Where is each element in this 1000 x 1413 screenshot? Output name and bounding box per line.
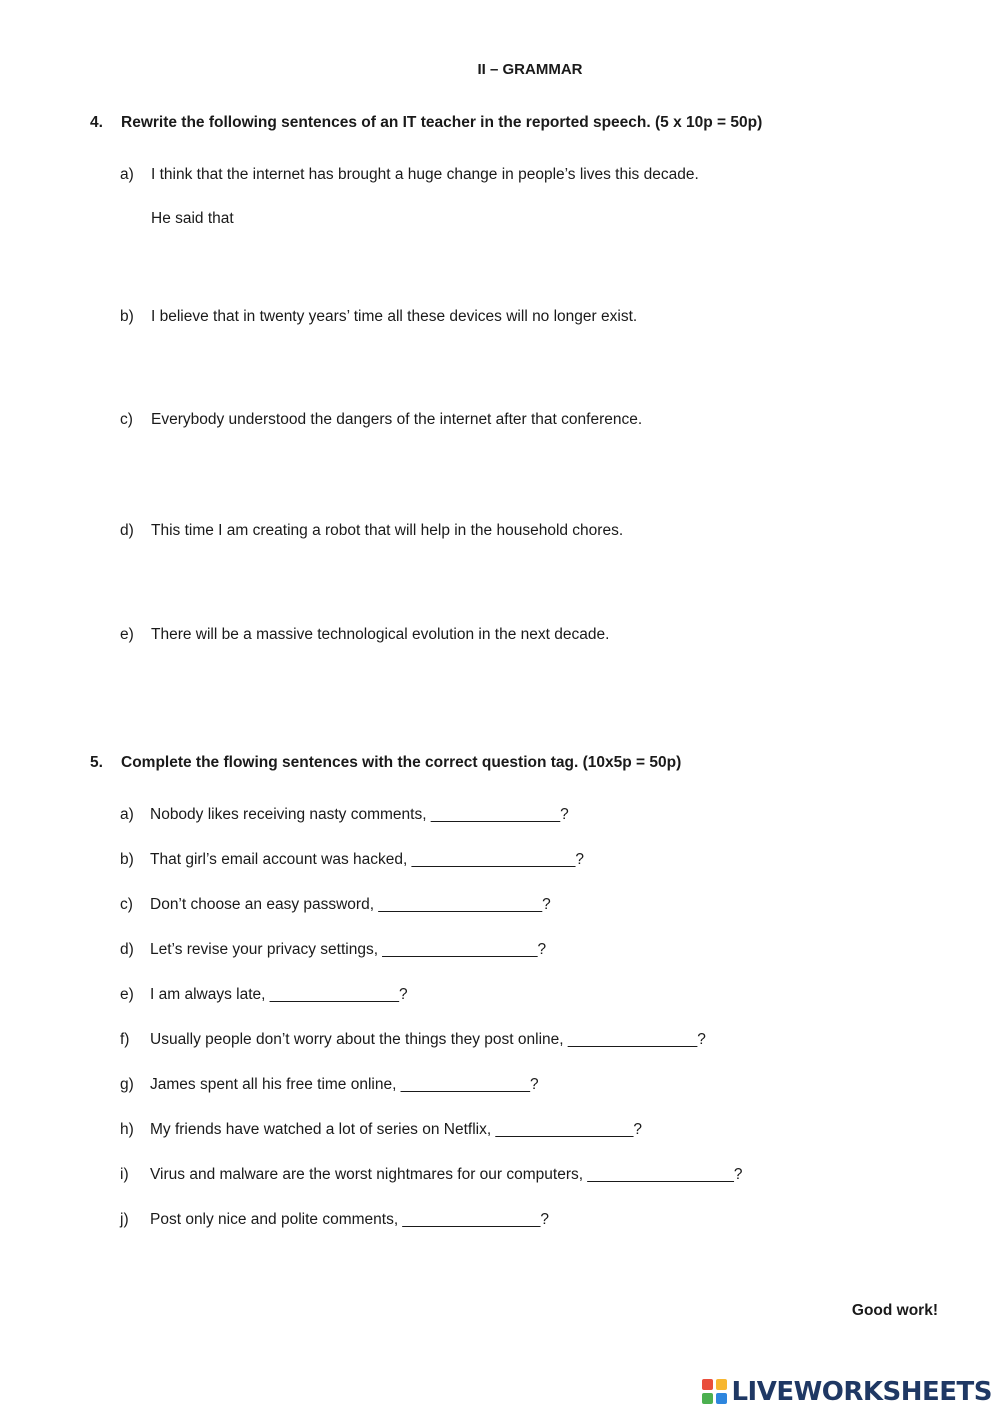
q4-item-a-text: I think that the internet has brought a huge change in people’s lives this decade. — [151, 166, 699, 183]
q5-item-c-text[interactable]: Don’t choose an easy password, ___________________? — [150, 896, 551, 913]
q5-number: 5. — [90, 754, 103, 771]
section-title: II – GRAMMAR — [477, 61, 583, 78]
q5-item-d-text[interactable]: Let’s revise your privacy settings, __________________? — [150, 941, 547, 958]
q5-item-i-letter: i) — [120, 1166, 129, 1183]
q4-instruction: Rewrite the following sentences of an IT teacher in the reported speech. (5 x 10p = 50p) — [121, 114, 763, 131]
q4-item-b-text: I believe that in twenty years’ time all these devices will no longer exist. — [151, 308, 638, 325]
q5-item-g-letter: g) — [120, 1076, 134, 1093]
q5-item-j-text[interactable]: Post only nice and polite comments, ________________? — [150, 1211, 549, 1228]
q4-item-e-text: There will be a massive technological evolution in the next decade. — [151, 626, 610, 643]
q4-item-a-letter: a) — [120, 166, 134, 183]
closing-text: Good work! — [851, 1302, 938, 1319]
q5-item-h-letter: h) — [120, 1121, 134, 1138]
q5-item-a-text[interactable]: Nobody likes receiving nasty comments, _______________? — [150, 806, 569, 823]
brand-watermark — [702, 1377, 992, 1407]
q5-item-f-letter: f) — [120, 1031, 130, 1048]
q5-item-h-text[interactable]: My friends have watched a lot of series on Netflix, ________________? — [150, 1121, 643, 1138]
q5-item-i-text[interactable]: Virus and malware are the worst nightmares for our computers, _________________? — [150, 1166, 743, 1183]
q5-item-g-text[interactable]: James spent all his free time online, _______________? — [150, 1076, 539, 1093]
q5-item-e-letter: e) — [120, 986, 134, 1003]
brand-name: LIVEWORKSHEETS — [731, 1377, 992, 1407]
q4-item-d-text: This time I am creating a robot that will help in the household chores. — [151, 522, 624, 539]
q5-item-j-letter: j) — [120, 1211, 129, 1228]
q4-number: 4. — [90, 114, 103, 131]
q5-item-a-letter: a) — [120, 806, 134, 823]
q4-item-c-text: Everybody understood the dangers of the internet after that conference. — [151, 411, 643, 428]
q5-item-b-letter: b) — [120, 851, 134, 868]
q5-item-f-text[interactable]: Usually people don’t worry about the things they post online, _______________? — [150, 1031, 706, 1048]
q4-item-c-letter: c) — [120, 411, 133, 428]
brand-logo-icon — [702, 1379, 728, 1405]
q5-instruction: Complete the flowing sentences with the correct question tag. (10x5p = 50p) — [121, 754, 682, 771]
q5-item-e-text[interactable]: I am always late, _______________? — [150, 986, 408, 1003]
q5-item-c-letter: c) — [120, 896, 133, 913]
q4-answer-prefix: He said that — [151, 210, 234, 227]
q5-item-b-text[interactable]: That girl’s email account was hacked, ___________________? — [150, 851, 585, 868]
q5-item-d-letter: d) — [120, 941, 134, 958]
q4-item-b-letter: b) — [120, 308, 134, 325]
q4-item-e-letter: e) — [120, 626, 134, 643]
q4-item-d-letter: d) — [120, 522, 134, 539]
